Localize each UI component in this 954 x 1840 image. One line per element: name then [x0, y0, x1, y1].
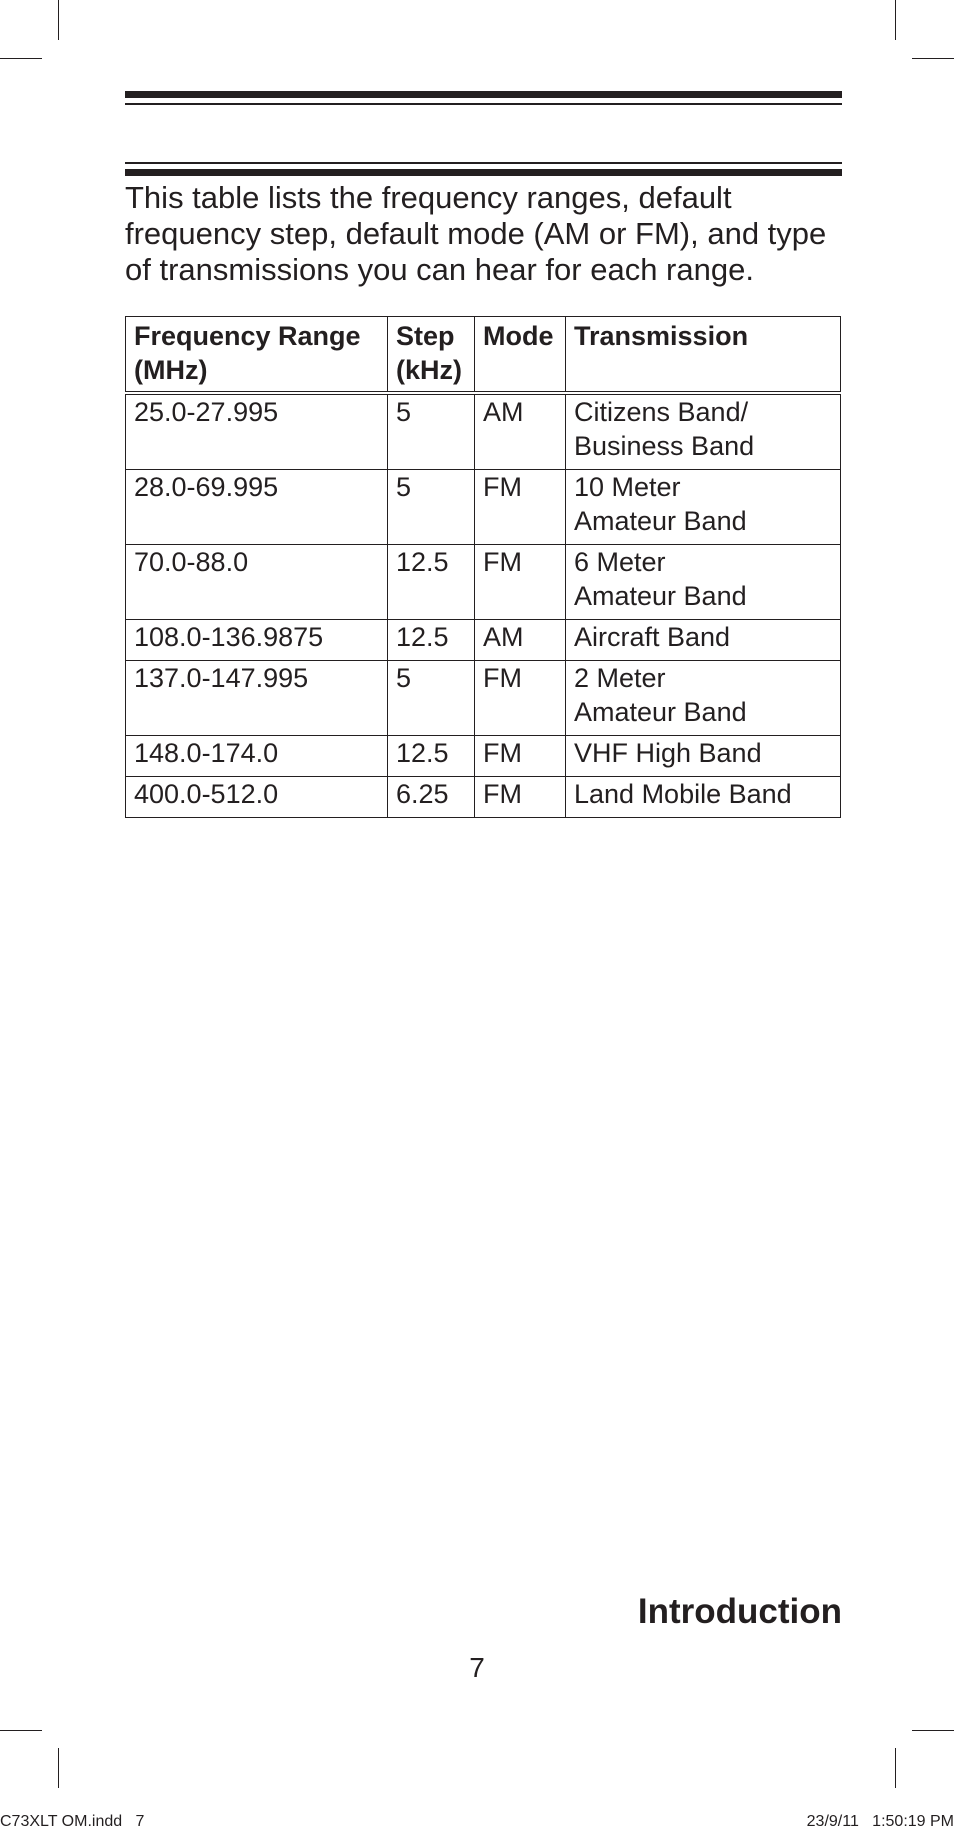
transmission-line: 6 Meter	[574, 547, 666, 577]
cell-range: 148.0-174.0	[126, 736, 388, 777]
cell-step: 12.5	[388, 736, 475, 777]
cell-mode: FM	[475, 777, 566, 818]
table-row	[126, 620, 841, 661]
cell-range: 28.0-69.995	[126, 470, 388, 545]
header-label: (MHz)	[134, 355, 208, 385]
transmission-line: Amateur Band	[574, 697, 747, 727]
print-slug-timestamp: 23/9/11 1:50:19 PM	[806, 1813, 954, 1830]
transmission-line: Land Mobile Band	[574, 779, 792, 809]
table-row	[126, 470, 841, 545]
table-row	[126, 736, 841, 777]
cell-transmission	[566, 620, 841, 661]
section-title: Introduction	[637, 1592, 842, 1631]
header-label: Step	[396, 321, 455, 351]
cell-range: 137.0-147.995	[126, 661, 388, 736]
cell-transmission	[566, 545, 841, 620]
cell-transmission	[566, 470, 841, 545]
header-rule-thin	[125, 103, 842, 105]
transmission-line: 10 Meter	[574, 472, 681, 502]
transmission-line: VHF High Band	[574, 738, 762, 768]
cell-transmission	[566, 777, 841, 818]
cell-transmission	[566, 393, 841, 470]
cell-step: 5	[388, 661, 475, 736]
cell-mode: FM	[475, 545, 566, 620]
header-label: Frequency Range	[134, 321, 361, 351]
crop-mark-bottom-left	[58, 1748, 59, 1788]
header-step	[388, 317, 475, 394]
table-header-row	[126, 317, 841, 394]
cell-mode: AM	[475, 393, 566, 470]
frequency-table	[125, 316, 841, 818]
page-number: 7	[469, 1652, 485, 1683]
table-row	[126, 545, 841, 620]
cell-mode: FM	[475, 661, 566, 736]
transmission-line: Amateur Band	[574, 506, 747, 536]
cell-range: 400.0-512.0	[126, 777, 388, 818]
cell-step: 12.5	[388, 620, 475, 661]
transmission-line: 2 Meter	[574, 663, 666, 693]
cell-range: 70.0-88.0	[126, 545, 388, 620]
cell-mode: FM	[475, 470, 566, 545]
transmission-line: Business Band	[574, 431, 755, 461]
header-label: (kHz)	[396, 355, 462, 385]
header-mode: Mode	[475, 317, 566, 394]
table-row	[126, 777, 841, 818]
header-transmission: Transmission	[566, 317, 841, 394]
cell-mode: AM	[475, 620, 566, 661]
cell-transmission	[566, 661, 841, 736]
transmission-line: Amateur Band	[574, 581, 747, 611]
crop-mark-top-left	[58, 0, 59, 40]
cell-range: 108.0-136.9875	[126, 620, 388, 661]
header-rule-thick	[125, 91, 842, 98]
crop-mark-top-left	[0, 58, 42, 59]
crop-mark-top-right	[895, 0, 896, 40]
cell-step: 5	[388, 470, 475, 545]
transmission-line: Citizens Band/	[574, 397, 749, 427]
crop-mark-bottom-left	[0, 1730, 42, 1731]
print-slug-file: C73XLT OM.indd 7	[0, 1813, 145, 1830]
table-row	[126, 661, 841, 736]
section-rule-thin	[125, 162, 842, 164]
cell-step: 5	[388, 393, 475, 470]
section-rule-thick	[125, 169, 842, 176]
cell-step: 12.5	[388, 545, 475, 620]
crop-mark-top-right	[912, 58, 954, 59]
table-row	[126, 393, 841, 470]
header-frequency-range	[126, 317, 388, 394]
cell-step: 6.25	[388, 777, 475, 818]
cell-mode: FM	[475, 736, 566, 777]
transmission-line: Aircraft Band	[574, 622, 731, 652]
cell-transmission	[566, 736, 841, 777]
cell-range: 25.0-27.995	[126, 393, 388, 470]
intro-paragraph: This table lists the frequency ranges, default frequency step, default mode (AM or FM), and type of transmissions you can hear for each range.	[125, 180, 827, 287]
crop-mark-bottom-right	[912, 1730, 954, 1731]
crop-mark-bottom-right	[895, 1748, 896, 1788]
